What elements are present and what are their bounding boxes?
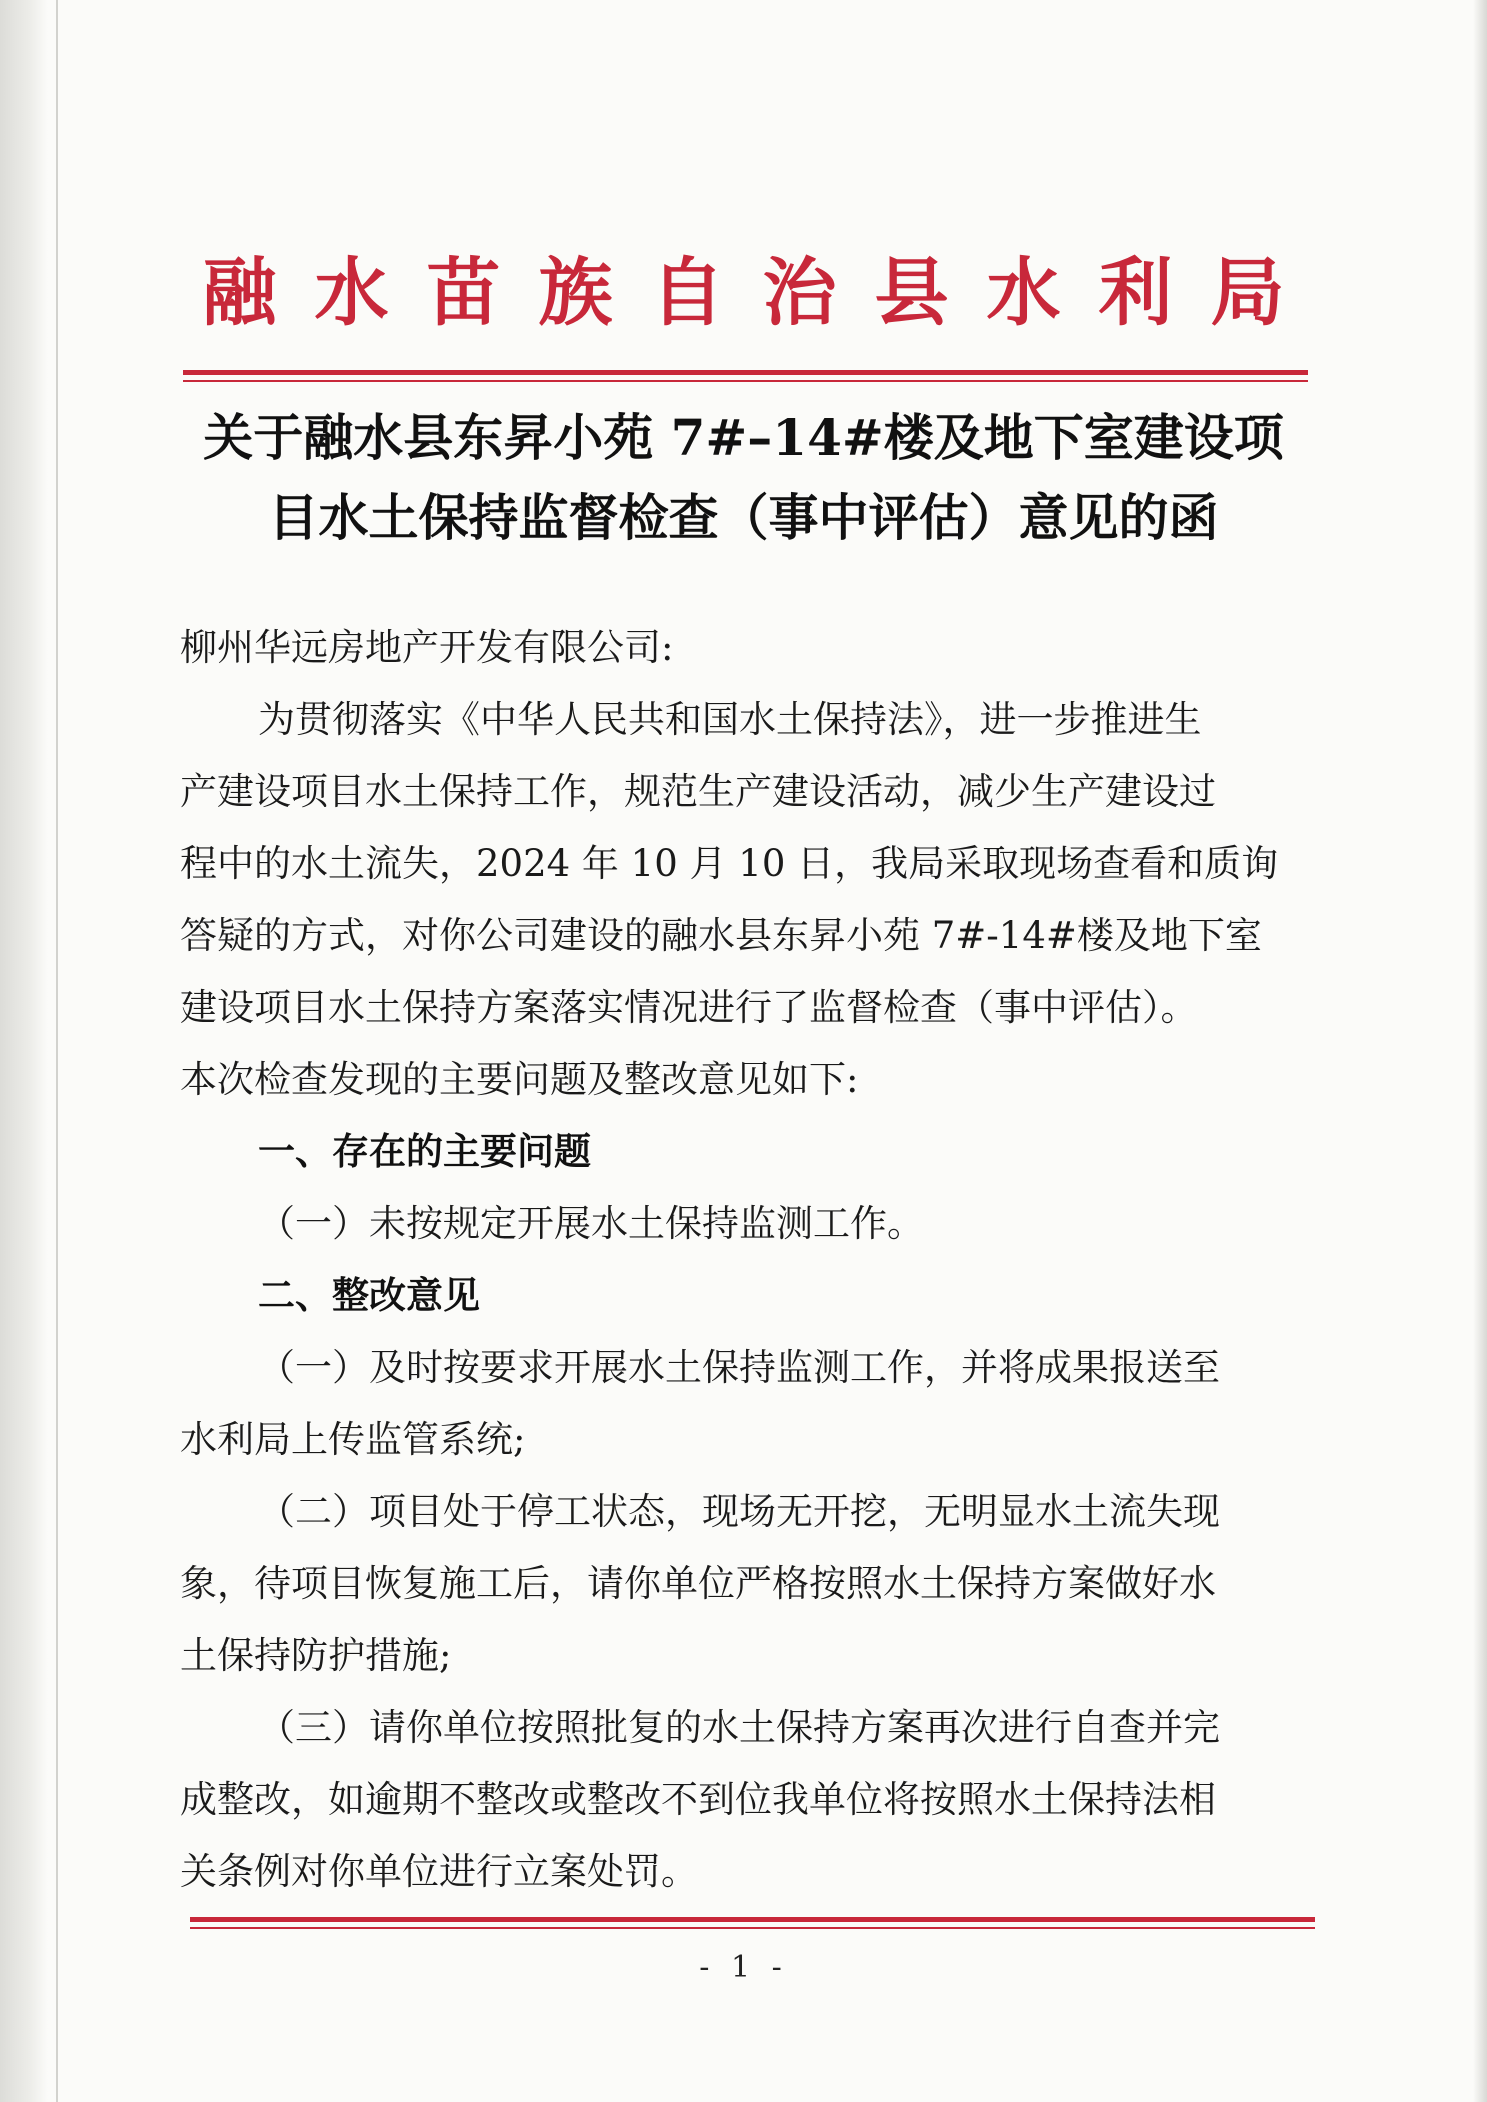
document-title-line-1: 关于融水县东昇小苑 7#–14#楼及地下室建设项 xyxy=(203,408,1284,467)
document-title-line-2: 目水土保持监督检查（事中评估）意见的函 xyxy=(268,488,1219,547)
document-title xyxy=(160,398,1327,558)
footer-red-rule-thin xyxy=(190,1927,1315,1929)
section-2-heading: 二、整改意见 xyxy=(258,1274,480,1317)
section-1-item-1: （一）未按规定开展水土保持监测工作。 xyxy=(258,1202,924,1245)
section-2-item-1-line-2: 水利局上传监管系统; xyxy=(180,1418,526,1461)
section-1-heading: 一、存在的主要问题 xyxy=(258,1130,591,1173)
section-2-item-3-line-3: 关条例对你单位进行立案处罚。 xyxy=(180,1850,698,1893)
intro-line-6: 本次检查发现的主要问题及整改意见如下: xyxy=(180,1058,859,1101)
intro-line-3: 程中的水土流失，2024 年 10 月 10 日，我局采取现场查看和质询 xyxy=(180,842,1279,885)
header-red-rule-thin xyxy=(183,380,1308,382)
organization-header: 融水苗族自治县水利局 xyxy=(202,250,1323,336)
section-2-item-2-line-3: 土保持防护措施; xyxy=(180,1634,452,1677)
section-2-item-2-line-2: 象，待项目恢复施工后，请你单位严格按照水土保持方案做好水 xyxy=(180,1562,1216,1605)
section-2-item-3-line-2: 成整改，如逾期不整改或整改不到位我单位将按照水土保持法相 xyxy=(180,1778,1216,1821)
section-2-item-2-line-1: （二）项目处于停工状态，现场无开挖，无明显水土流失现 xyxy=(258,1490,1220,1533)
section-2-item-1-line-1: （一）及时按要求开展水土保持监测工作，并将成果报送至 xyxy=(258,1346,1220,1389)
intro-line-4: 答疑的方式，对你公司建设的融水县东昇小苑 7#-14#楼及地下室 xyxy=(180,914,1262,957)
section-2-item-3-line-1: （三）请你单位按照批复的水土保持方案再次进行自查并完 xyxy=(258,1706,1220,1749)
recipient-line: 柳州华远房地产开发有限公司: xyxy=(180,626,674,669)
document-body xyxy=(180,612,1310,1908)
header-red-rule-thick xyxy=(183,370,1308,375)
intro-line-5: 建设项目水土保持方案落实情况进行了监督检查（事中评估）。 xyxy=(180,986,1198,1029)
footer-red-rule-thick xyxy=(190,1917,1315,1922)
intro-line-2: 产建设项目水土保持工作，规范生产建设活动，减少生产建设过 xyxy=(180,770,1216,813)
intro-line-1: 为贯彻落实《中华人民共和国水土保持法》，进一步推进生 xyxy=(258,698,1202,741)
page-number: - 1 - xyxy=(699,1950,788,1985)
